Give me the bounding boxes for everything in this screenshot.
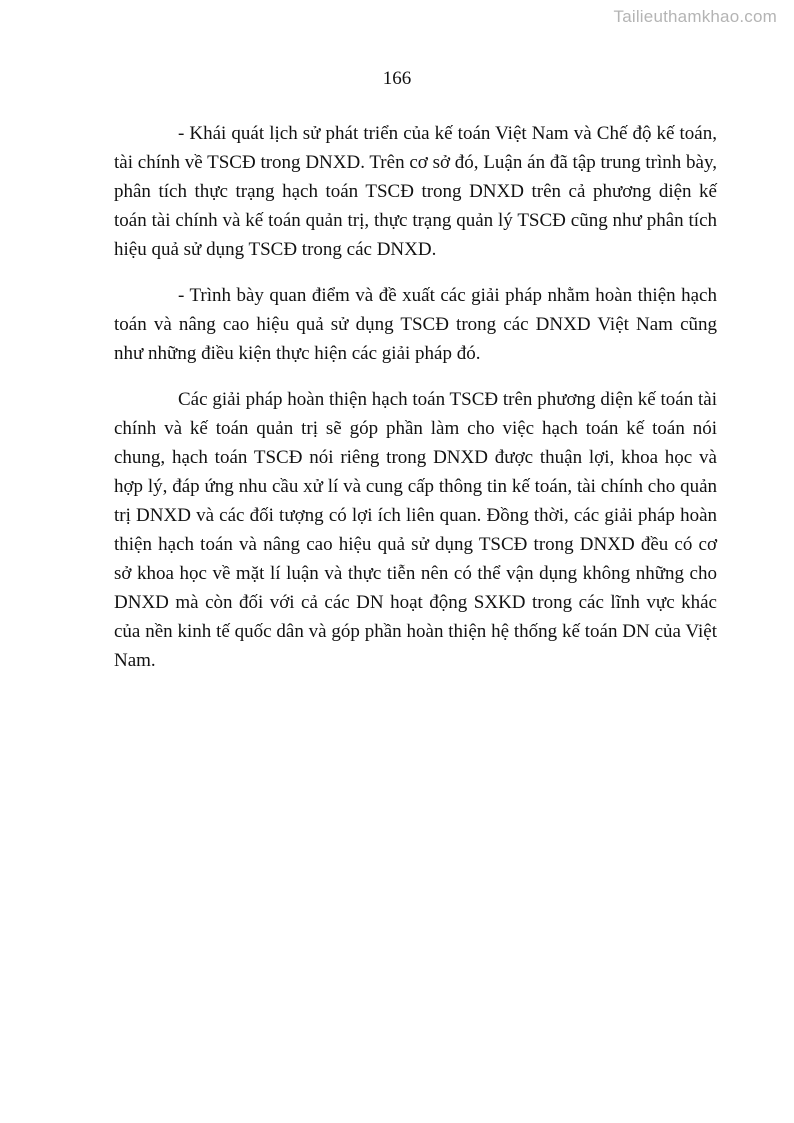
page-body-text (114, 119, 717, 675)
paragraph: - Trình bày quan điểm và đề xuất các giải pháp nhằm hoàn thiện hạch toán và nâng cao hiệu quả sử dụng TSCĐ trong các DNXD Việt Nam cũng như những điều kiện thực hiện các giải pháp đó. (114, 285, 717, 364)
watermark-text: Tailieuthamkhao.com (613, 7, 777, 26)
page-number: 166 (382, 68, 412, 89)
paragraph: Các giải pháp hoàn thiện hạch toán TSCĐ trên phương diện kế toán tài chính và kế toán quản trị sẽ góp phần làm cho việc hạch toán kế toán nói chung, hạch toán TSCĐ nói riêng trong DNXD được thuận lợi, khoa học và hợp lý, đáp ứng nhu cầu xử lí và cung cấp thông tin kế toán, tài chính cho quản trị DNXD và các đối tượng có lợi ích liên quan. Đồng thời, các giải pháp hoàn thiện hạch toán và nâng cao hiệu quả sử dụng TSCĐ trong DNXD đều có cơ sở khoa học về mặt lí luận và thực tiễn nên có thể vận dụng không những cho DNXD mà còn đối với cả các DN hoạt động SXKD trong các lĩnh vực khác của nền kinh tế quốc dân và góp phần hoàn thiện hệ thống kế toán DN của Việt Nam. (114, 389, 717, 671)
paragraph: - Khái quát lịch sử phát triển của kế toán Việt Nam và Chế độ kế toán, tài chính về TSCĐ trong DNXD. Trên cơ sở đó, Luận án đã tập trung trình bày, phân tích thực trạng hạch toán TSCĐ trong DNXD trên cả phương diện kế toán tài chính và kế toán quản trị, thực trạng quản lý TSCĐ cũng như phân tích hiệu quả sử dụng TSCĐ trong các DNXD. (114, 123, 717, 260)
